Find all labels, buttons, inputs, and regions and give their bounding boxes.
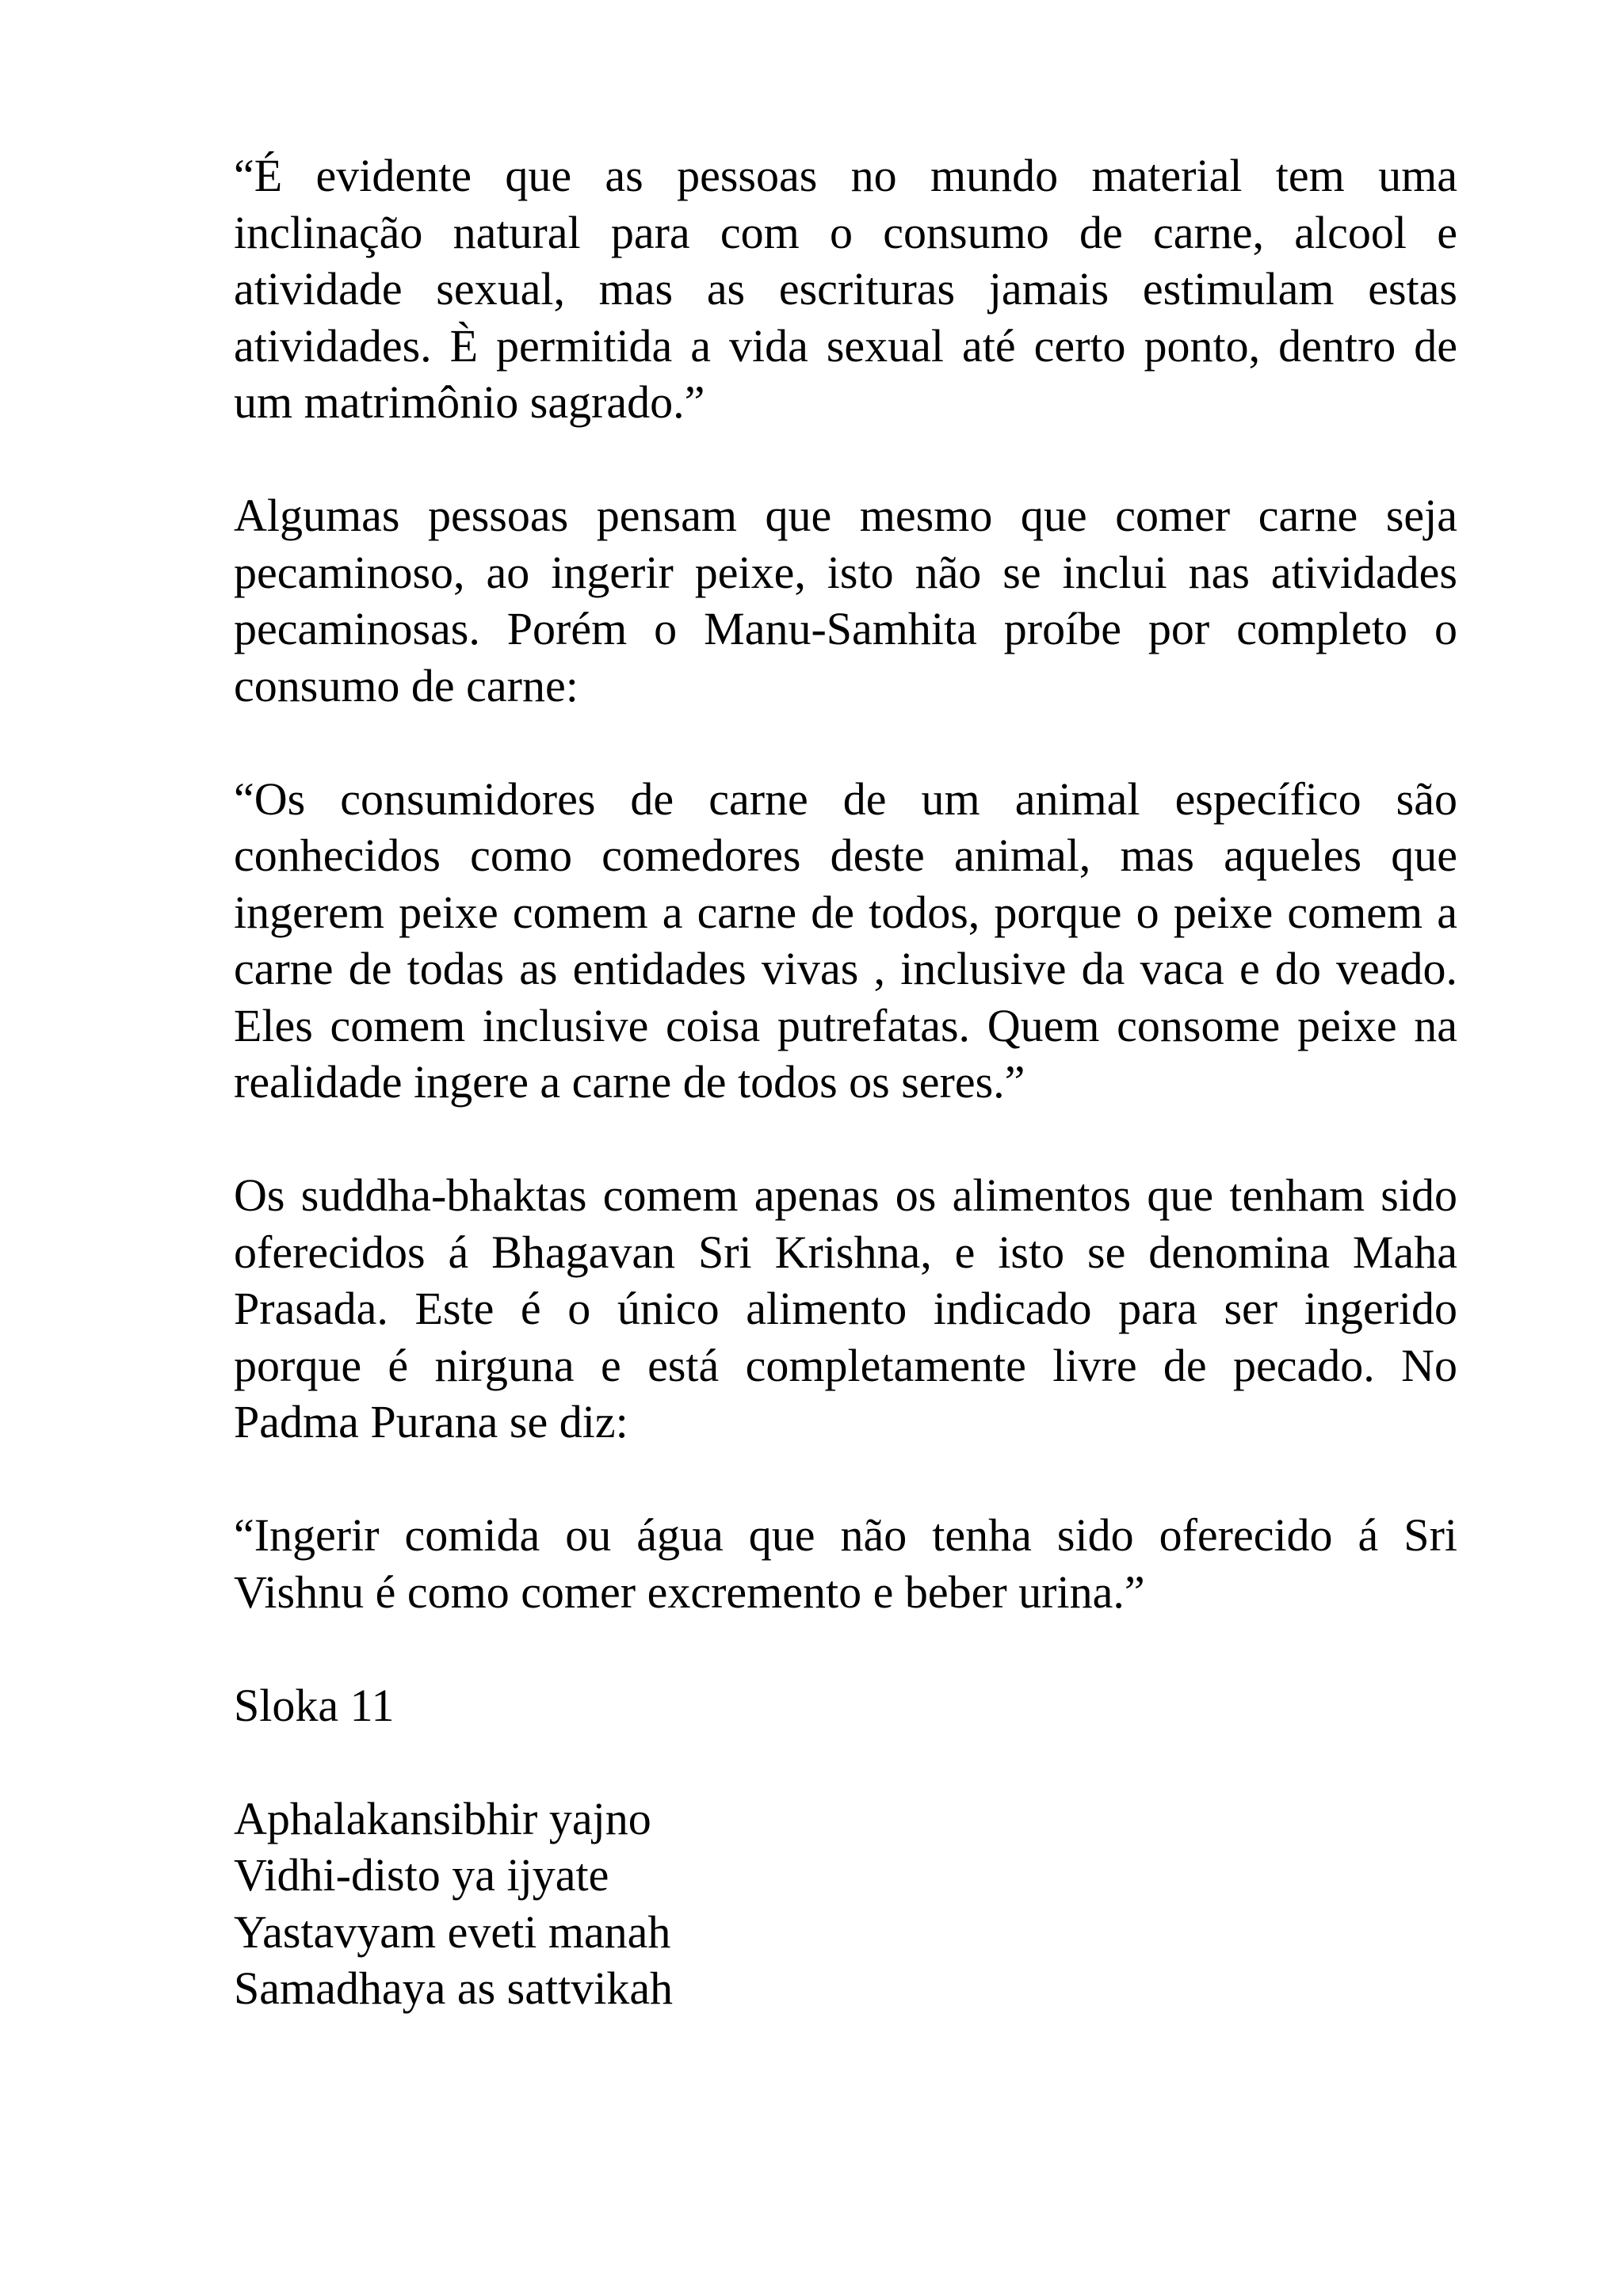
verse-line: Yastavyam eveti manah	[234, 1905, 671, 1958]
paragraph-maha-prasada: Os suddha-bhaktas comem apenas os alimentos que tenham sido oferecidos á Bhagavan Sri Krishna, e isto se denomina Maha Prasada. Este é o único alimento indicado para ser ingerido porque é nirguna e está completamente livre de pecado. No Padma Purana se diz:	[234, 1169, 1457, 1447]
paragraph-quote-manu-samhita: “Os consumidores de carne de um animal específico são conhecidos como comedores deste animal, mas aqueles que ingerem peixe comem a carne de todos, porque o peixe comem a carne de todas as entidades vivas , inclusive da vaca e do veado. Eles comem inclusive coisa putrefatas. Quem consome peixe na realidade ingere a carne de todos os seres.”	[234, 772, 1457, 1108]
paragraph-quote-scriptures: “É evidente que as pessoas no mundo material tem uma inclinação natural para com o consumo de carne, alcool e atividade sexual, mas as escrituras jamais estimulam estas atividades. È permitida a vida sexual até certo ponto, dentro de um matrimônio sagrado.”	[234, 150, 1457, 428]
paragraph-quote-padma-purana: “Ingerir comida ou água que não tenha sido oferecido á Sri Vishnu é como comer excremento e beber urina.”	[234, 1509, 1457, 1618]
verse-line: Aphalakansibhir yajno	[234, 1792, 651, 1844]
sloka-verse	[234, 1791, 1457, 2017]
verse-line: Vidhi-disto ya ijyate	[234, 1849, 609, 1901]
text-column	[234, 147, 1457, 2017]
paragraph-fish-eating: Algumas pessoas pensam que mesmo que comer carne seja pecaminoso, ao ingerir peixe, isto não se inclui nas atividades pecaminosas. Porém o Manu-Samhita proíbe por completo o consumo de carne:	[234, 490, 1457, 711]
verse-line: Samadhaya as sattvikah	[234, 1962, 674, 2014]
sloka-heading: Sloka 11	[234, 1679, 395, 1731]
